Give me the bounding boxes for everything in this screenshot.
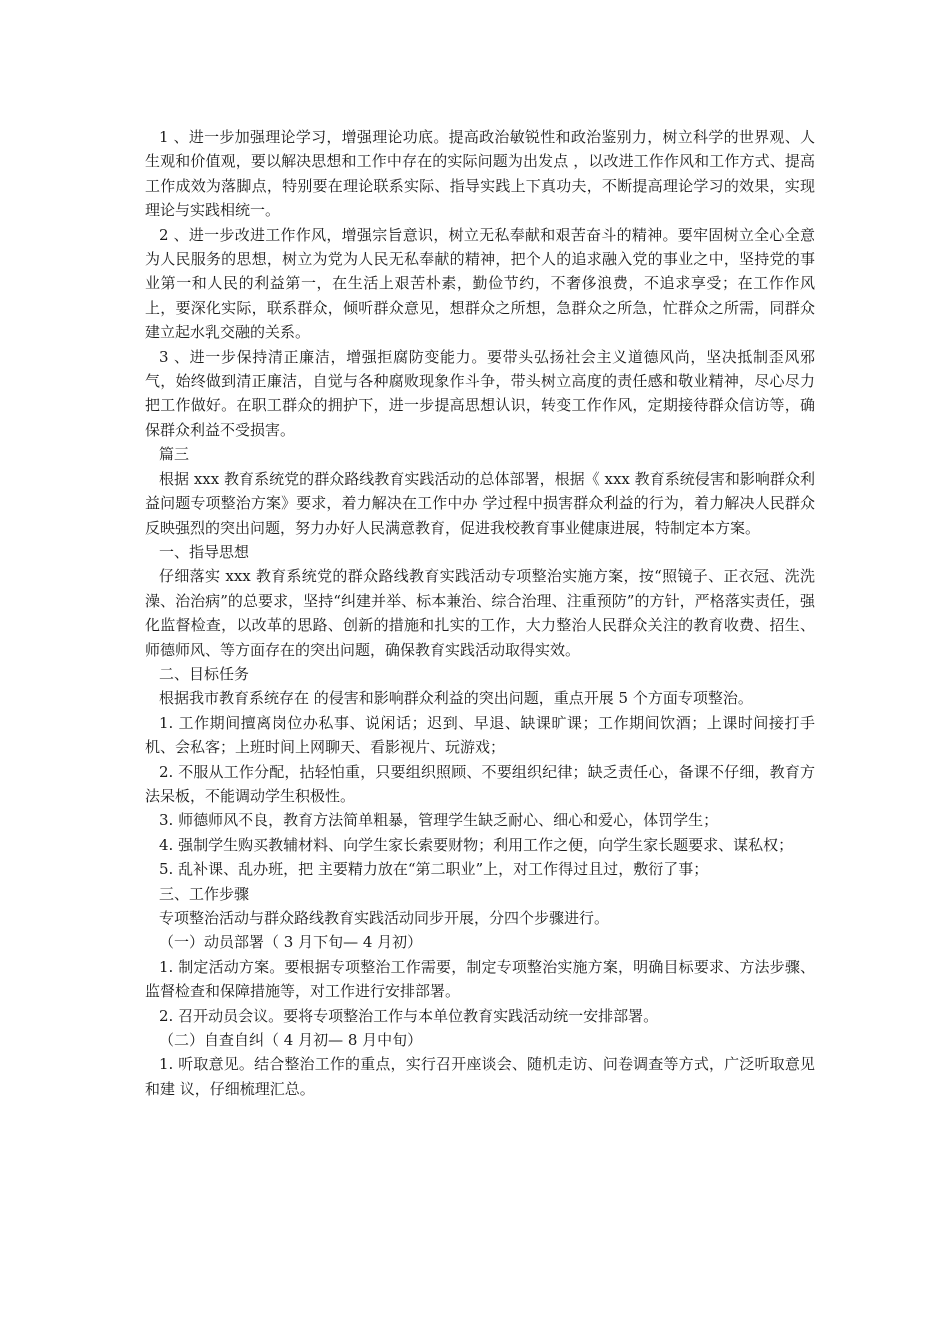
list-item: 3. 师德师风不良，教育方法简单粗暴，管理学生缺乏耐心、细心和爱心，体罚学生；: [159, 811, 719, 830]
section-heading: 三、工作步骤: [159, 884, 250, 903]
paragraph: 1 、进一步加强理论学习，增强理论功底。提高政治敏锐性和政治鉴别力，树立科学的世界观、人生观和价值观，要以解决思想和工作中存在的实际问题为出发点 ，以改进工作作风和工作方式、提高工作成效为落脚点，特别要在理论联系实际、指导实践上下真功夫，不断提高理论学习的效果，实现理论与实践相统一。: [145, 128, 815, 220]
section-heading: 一、指导思想: [159, 542, 250, 561]
document-body: [145, 125, 815, 1101]
section-heading: 篇三: [159, 445, 190, 464]
list-item: 5. 乱补课、乱办班，把 主要精力放在“第二职业”上，对工作得过且过，敷衍了事；: [159, 860, 709, 879]
list-item: 2. 不服从工作分配，拈轻怕重，只要组织照顾、不要组织纪律；缺乏责任心，备课不仔细，教育方法呆板，不能调动学生积极性。: [145, 762, 815, 805]
paragraph: 3 、进一步保持清正廉洁，增强拒腐防变能力。要带头弘扬社会主义道德风尚，坚决抵制歪风邪气，始终做到清正廉洁，自觉与各种腐败现象作斗争，带头树立高度的责任感和敬业精神，尽心尽力把工作做好。在职工群众的拥护下，进一步提高思想认识，转变工作作风，定期接待群众信访等，确保群众利益不受损害。: [145, 347, 815, 439]
list-item: 1. 听取意见。结合整治工作的重点，实行召开座谈会、随机走访、问卷调查等方式，广泛听取意见和建 议，仔细梳理汇总。: [145, 1055, 815, 1098]
subsection-heading: （一）动员部署（ 3 月下旬— 4 月初）: [159, 933, 423, 952]
subsection-heading: （二）自查自纠（ 4 月初— 8 月中旬）: [159, 1031, 423, 1050]
list-item: 1. 制定活动方案。要根据专项整治工作需要，制定专项整治实施方案，明确目标要求、方法步骤、监督检查和保障措施等，对工作进行安排部署。: [145, 957, 815, 1001]
section-heading: 二、目标任务: [159, 664, 250, 683]
paragraph: 仔细落实 xxx 教育系统党的群众路线教育实践活动专项整治实施方案，按“照镜子、正衣冠、洗洗澡、治治病”的总要求，坚持“纠建并举、标本兼治、综合治理、注重预防”的方针，严格落实责任，强化监督检查，以改革的思路、创新的措施和扎实的工作，大力整治人民群众关注的教育收费、招生、师德师风、等方面存在的突出问题，确保教育实践活动取得实效。: [145, 567, 815, 659]
paragraph: 2 、进一步改进工作作风，增强宗旨意识，树立无私奉献和艰苦奋斗的精神。要牢固树立全心全意为人民服务的思想，树立为党为人民无私奉献的精神，把个人的追求融入党的事业之中，坚持党的事业第一和人民的利益第一，在生活上艰苦朴素，勤俭节约，不奢侈浪费，不追求享受；在工作作风上，要深化实际，联系群众，倾听群众意见，想群众之所想，急群众之所急，忙群众之所需，同群众建立起水乳交融的关系。: [145, 225, 815, 342]
paragraph: 专项整治活动与群众路线教育实践活动同步开展，分四个步骤进行。: [159, 909, 610, 927]
paragraph: 根据 xxx 教育系统党的群众路线教育实践活动的总体部署，根据《 xxx 教育系统侵害和影响群众利益问题专项整治方案》要求，着力解决在工作中办 学过程中损害群众利益的行为，着力解决人民群众反映强烈的突出问题，努力办好人民满意教育，促进我校教育事业健康进展，特制定本方案。: [145, 469, 815, 537]
paragraph: 根据我市教育系统存在 的侵害和影响群众利益的突出问题，重点开展 5 个方面专项整治。: [159, 689, 753, 708]
list-item: 2. 召开动员会议。要将专项整治工作与本单位教育实践活动统一安排部署。: [159, 1006, 659, 1025]
list-item: 1. 工作期间擅离岗位办私事、说闲话；迟到、早退、缺课旷课；工作期间饮酒；上课时间接打手机、会私客；上班时间上网聊天、看影视片、玩游戏；: [145, 713, 815, 757]
list-item: 4. 强制学生购买教辅材料、向学生家长索要财物；利用工作之便，向学生家长题要求、谋私权；: [159, 835, 794, 854]
